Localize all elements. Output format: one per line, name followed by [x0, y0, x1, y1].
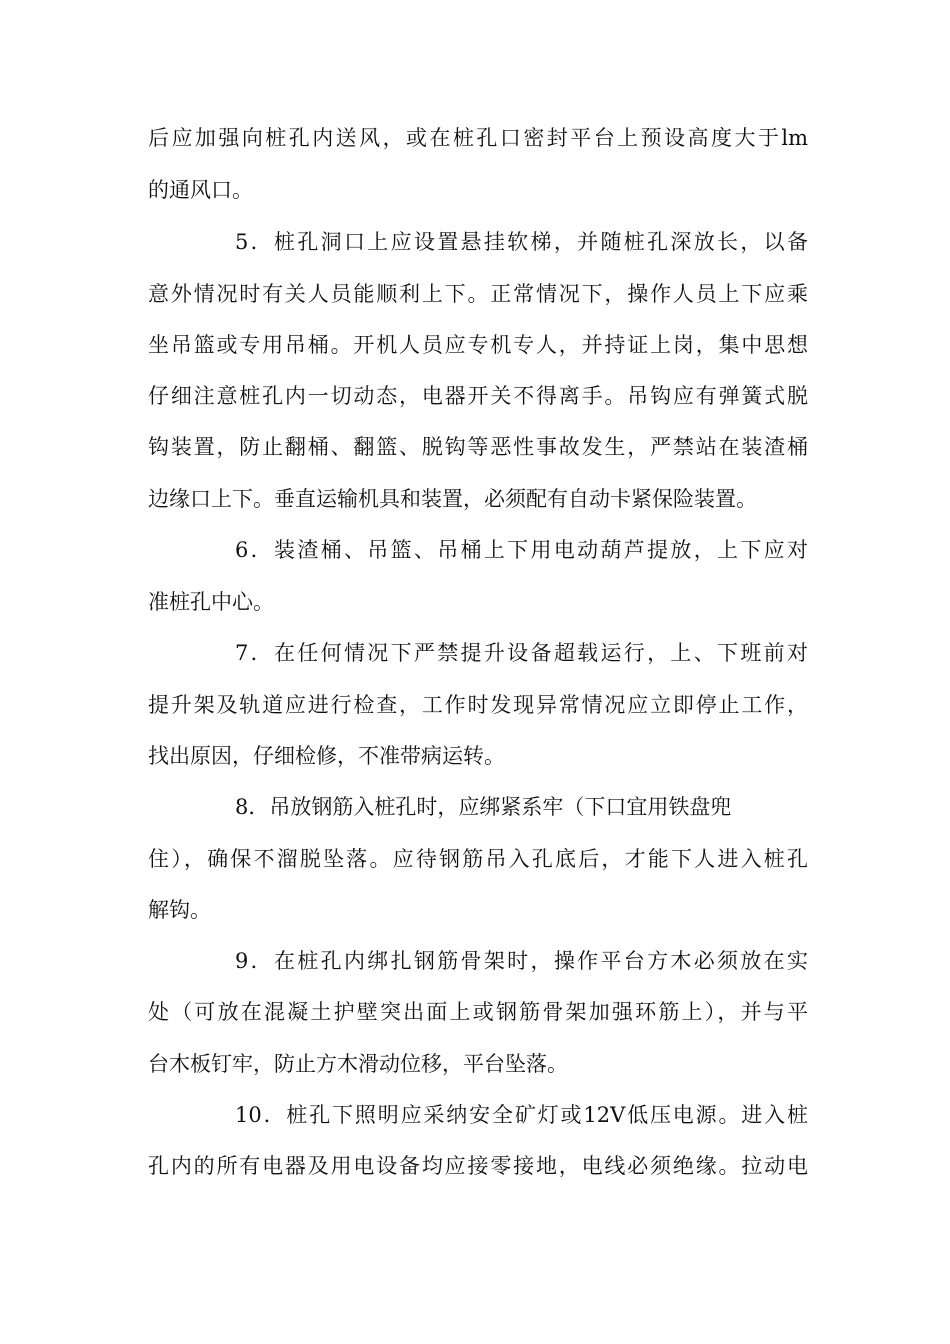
text-line: 台木板钉牢，防止方木滑动位移，平台坠落。 [148, 1052, 568, 1076]
paragraph-start-line: 6．装渣桶、吊篮、吊桶上下用电动葫芦提放，上下应对 [235, 538, 808, 562]
text-line: 提升架及轨道应进行检查，工作时发现异常情况应立即停止工作， [148, 693, 808, 717]
text-line: 的通风口。 [148, 178, 253, 202]
text-line: 准桩孔中心。 [148, 590, 274, 614]
text-line: 孔内的所有电器及用电设备均应接零接地，电线必须绝缘。拉动电 [148, 1154, 808, 1178]
text-line: 解钩。 [148, 898, 211, 922]
paragraph-start-line: 9．在桩孔内绑扎钢筋骨架时，操作平台方木必须放在实 [235, 949, 808, 973]
text-line: 处（可放在混凝土护壁突出面上或钢筋骨架加强环筋上），并与平 [148, 1000, 808, 1024]
text-line: 仔细注意桩孔内一切动态，电器开关不得离手。吊钩应有弹簧式脱 [148, 384, 808, 408]
text-line: 找出原因，仔细检修，不准带病运转。 [148, 744, 505, 768]
paragraph-start-line: 10．桩孔下照明应采纳安全矿灯或12V低压电源。进入桩 [235, 1103, 808, 1127]
text-line: 后应加强向桩孔内送风，或在桩孔口密封平台上预设高度大于lm [148, 126, 808, 150]
text-line: 边缘口上下。垂直运输机具和装置，必须配有自动卡紧保险装置。 [148, 487, 757, 511]
paragraph-start-line: 5．桩孔洞口上应设置悬挂软梯，并随桩孔深放长，以备 [235, 230, 808, 254]
text-line: 钩装置，防止翻桶、翻篮、脱钩等恶性事故发生，严禁站在装渣桶 [148, 435, 808, 459]
text-line: 坐吊篮或专用吊桶。开机人员应专机专人，并持证上岗，集中思想 [148, 333, 808, 357]
paragraph-start-line: 8．吊放钢筋入桩孔时，应绑紧系牢（下口宜用铁盘兜 [235, 795, 732, 819]
text-line: 意外情况时有关人员能顺利上下。正常情况下，操作人员上下应乘 [148, 282, 808, 306]
paragraph-start-line: 7．在任何情况下严禁提升设备超载运行，上、下班前对 [235, 641, 808, 665]
text-line: 住），确保不溜脱坠落。应待钢筋吊入孔底后，才能下人进入桩孔 [148, 847, 808, 871]
